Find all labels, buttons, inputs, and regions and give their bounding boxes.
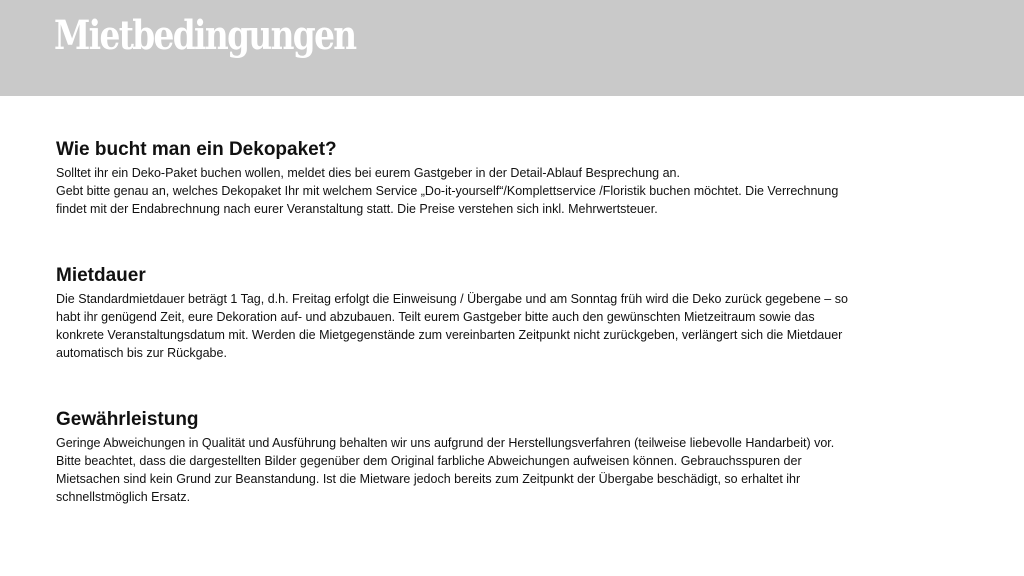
section-text-rental-period: Die Standardmietdauer beträgt 1 Tag, d.h. Freitag erfolgt die Einweisung / Übergabe und am Sonntag früh wird die Deko zurück gegebene – so habt ihr genügend Zeit, eure Dekoration auf- und abzubauen. Teilt eurem Gastgeber bitte auch den gewünschten Mietzeitraum sowie das konkrete Veranstaltungsdatum mit. Werden die Mietgegenstände zum vereinbarten Zeitpunkt nicht zurückgeben, verlängert sich die Mietdauer automatisch bis zur Rückgabe. xyxy=(56,292,848,360)
section-heading-booking: Wie bucht man ein Dekopaket? xyxy=(56,139,337,160)
section-heading-rental-period: Mietdauer xyxy=(56,265,146,286)
section-text-booking-1: Solltet ihr ein Deko-Paket buchen wollen, meldet dies bei eurem Gastgeber in der Detail-Ablauf Besprechung an. xyxy=(56,166,680,180)
content-area xyxy=(56,138,856,506)
section-text-booking-2: Gebt bitte genau an, welches Dekopaket Ihr mit welchem Service „Do-it-yourself“/Komplettservice /Floristik buchen möchtet. Die Verrechnung findet mit der Endabrechnung nach eurer Veranstaltung statt. Die Preise verstehen sich inkl. Mehrwertsteuer. xyxy=(56,184,839,216)
section-booking xyxy=(56,138,856,218)
section-warranty xyxy=(56,408,856,506)
section-text-warranty: Geringe Abweichungen in Qualität und Ausführung behalten wir uns aufgrund der Herstellungsverfahren (teilweise liebevolle Handarbeit) vor. Bitte beachtet, dass die dargestellten Bilder gegenüber dem Original farbliche Abweichungen aufweisen können. Gebrauchsspuren der Mietsachen sind kein Grund zur Beanstandung. Ist die Mietware jedoch bereits zum Zeitpunkt der Übergabe beschädigt, so erhaltet ihr schnellstmöglich Ersatz. xyxy=(56,436,835,504)
section-rental-period xyxy=(56,264,856,362)
page-title: Mietbedingungen xyxy=(54,12,356,59)
section-heading-warranty: Gewährleistung xyxy=(56,409,199,430)
